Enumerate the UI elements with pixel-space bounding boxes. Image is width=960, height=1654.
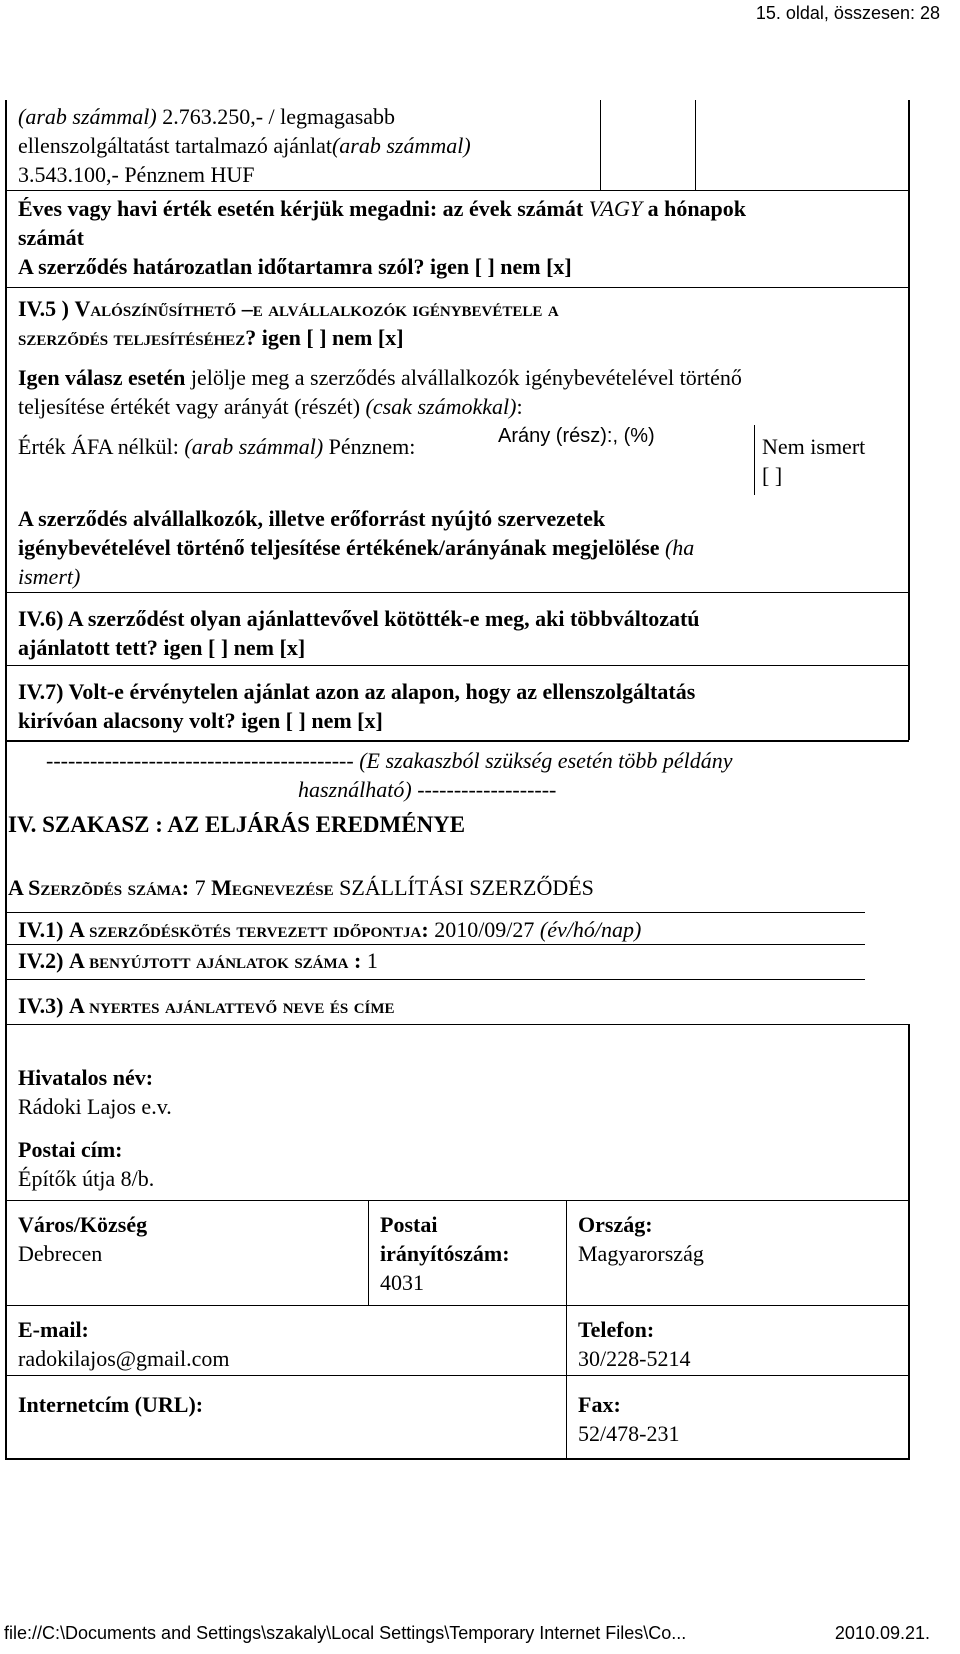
iv5-prefix: IV.5 ) xyxy=(18,296,75,321)
years-line-2: számát xyxy=(18,225,84,250)
cell-divider-2 xyxy=(695,100,696,190)
iv2-label: A benyújtott ajánlatok száma : xyxy=(68,948,362,973)
iv5-unknown-label: Nem ismert xyxy=(762,434,866,459)
zip: 4031 xyxy=(380,1270,424,1295)
postal-address-label: Postai cím: xyxy=(18,1137,123,1162)
separator-line-2 xyxy=(298,775,556,804)
iv5-sub2-italic: (ha xyxy=(659,535,695,560)
years-line-1 xyxy=(18,194,746,223)
separator-note-1: (E szakaszból szükség esetén több példány xyxy=(359,748,733,773)
iv5-desc-bold: Igen válasz esetén xyxy=(18,365,186,390)
row-divider-2 xyxy=(5,287,909,288)
iv1-prefix: IV.1) xyxy=(18,917,69,942)
ratio-cell-divider xyxy=(754,425,755,495)
iv5-heading-1 xyxy=(18,294,559,323)
footer-date: 2010.09.21. xyxy=(834,1623,930,1643)
email-value: radokilajos@gmail.com xyxy=(18,1346,230,1371)
iv1-value: 2010/09/27 xyxy=(428,917,540,942)
postal-address: Építők útja 8/b. xyxy=(18,1166,155,1191)
row-divider-3 xyxy=(5,592,909,593)
amount-line-1-rest: 2.763.250,- / legmagasabb xyxy=(156,104,396,129)
iv5-sub2-bold: igénybevételével történő teljesítése értékének/arányának megjelölése xyxy=(18,535,660,560)
row-divider-1 xyxy=(5,190,909,191)
iv1-line xyxy=(18,915,641,944)
years-line-1-b: VAGY xyxy=(588,196,643,221)
country: Magyarország xyxy=(578,1241,704,1266)
iv5-value-label xyxy=(18,432,415,461)
iv5-heading-sc-1: Valószínűsíthető –e alvállalkozók igénybevétele a xyxy=(74,296,559,321)
page-indicator: 15. oldal, összesen: 28 xyxy=(755,3,940,23)
iv6-line-2: ajánlatott tett? igen [ ] nem [x] xyxy=(18,635,306,660)
zip-label-2: irányítószám: xyxy=(380,1241,510,1266)
amount-line-1-italic: (arab számmal) xyxy=(18,104,157,129)
separator-dashes-2: ------------------- xyxy=(411,777,557,802)
amount-line-2-italic: (arab számmal) xyxy=(331,133,471,158)
separator-note-2: használható) xyxy=(298,777,412,802)
iv5-desc-1 xyxy=(18,363,742,392)
years-line-1-c: a hónapok xyxy=(642,196,747,221)
iv7-line-2: kirívóan alacsony volt? igen [ ] nem [x] xyxy=(18,708,383,733)
contract-number-label: A Szerzõdés száma: xyxy=(8,875,190,900)
iv2-value: 1 xyxy=(361,948,378,973)
contract-line xyxy=(8,873,594,902)
winner-col-divider-2 xyxy=(566,1200,567,1305)
iv5-sub-3: ismert) xyxy=(18,564,81,589)
row-divider-4 xyxy=(5,665,909,666)
iv5-unknown-checkbox[interactable]: [ ] xyxy=(762,463,783,488)
indefinite-line: A szerződés határozatlan időtartamra szól? igen [ ] nem [x] xyxy=(18,254,572,279)
official-name: Rádoki Lajos e.v. xyxy=(18,1094,172,1119)
value-label-a: Érték ÁFA nélkül: xyxy=(18,434,185,459)
contract-name-label: Megnevezése xyxy=(211,875,334,900)
iv3-prefix: IV.3) xyxy=(18,993,69,1018)
amount-line-2 xyxy=(18,131,471,160)
phone-value: 30/228-5214 xyxy=(578,1346,691,1371)
city: Debrecen xyxy=(18,1241,103,1266)
iv1-top-border xyxy=(5,912,865,913)
winner-col-divider-4 xyxy=(566,1375,567,1460)
iv5-desc-2 xyxy=(18,392,523,421)
iv5-sub-2 xyxy=(18,533,694,562)
zip-label-1: Postai xyxy=(380,1212,438,1237)
winner-bottom-border xyxy=(5,1458,910,1460)
winner-row-divider-3 xyxy=(5,1375,910,1376)
separator-line-1 xyxy=(46,746,733,775)
iv5-heading-2 xyxy=(18,323,404,352)
iv5-desc2-italic: (csak számokkal) xyxy=(365,394,517,419)
separator-dashes-1: ------------------------------------------ xyxy=(46,748,360,773)
iv1-bottom-border xyxy=(5,944,865,945)
iv2-prefix: IV.2) xyxy=(18,948,69,973)
email-label: E-mail: xyxy=(18,1317,89,1342)
url-label: Internetcím (URL): xyxy=(18,1392,204,1417)
amount-line-3: 3.543.100,- Pénznem HUF xyxy=(18,162,255,187)
iv7-line-1: IV.7) Volt-e érvénytelen ajánlat azon az alapon, hogy az ellenszolgáltatás xyxy=(18,679,696,704)
iv5-desc-rest: jelölje meg a szerződés alvállalkozók igénybevételével történő xyxy=(185,365,742,390)
iv5-ratio-label: Arány (rész):, (%) xyxy=(498,425,655,447)
phone-label: Telefon: xyxy=(578,1317,655,1342)
iv2-bottom-border xyxy=(5,979,865,980)
iv5-sub-1: A szerződés alvállalkozók, illetve erőforrást nyújtó szervezetek xyxy=(18,506,606,531)
official-name-label: Hivatalos név: xyxy=(18,1065,154,1090)
footer-path: file://C:\Documents and Settings\szakaly\Local Settings\Temporary Internet Files\Co... xyxy=(4,1623,687,1643)
fax-label: Fax: xyxy=(578,1392,621,1417)
section-title: IV. SZAKASZ : AZ ELJÁRÁS EREDMÉNYE xyxy=(8,812,466,837)
value-label-c: Pénznem: xyxy=(323,434,416,459)
iv5-desc2-colon: : xyxy=(516,394,523,419)
table-right-border xyxy=(908,100,910,740)
winner-col-divider-3 xyxy=(566,1305,567,1375)
table-bottom-border xyxy=(5,740,909,742)
winner-right-border xyxy=(908,1024,910,1460)
contract-name: SZÁLLÍTÁSI SZERZŐDÉS xyxy=(333,875,594,900)
iv1-label: A szerződéskötés tervezett időpontja: xyxy=(68,917,429,942)
amount-line-1 xyxy=(18,102,395,131)
winner-col-divider-1 xyxy=(368,1200,369,1305)
cell-divider-1 xyxy=(600,100,601,190)
value-label-b: (arab számmal) xyxy=(184,434,324,459)
iv5-desc2-plain: teljesítése értékét vagy arányát (részét) xyxy=(18,394,366,419)
country-label: Ország: xyxy=(578,1212,653,1237)
table-left-border xyxy=(5,100,7,1460)
iv3-line xyxy=(18,991,395,1020)
iv3-label: A nyertes ajánlattevő neve és címe xyxy=(68,993,395,1018)
iv1-format: (év/hó/nap) xyxy=(539,917,642,942)
winner-row-divider-1 xyxy=(5,1200,910,1201)
iv5-answer: igen [ ] nem [x] xyxy=(261,325,404,350)
winner-row-divider-2 xyxy=(5,1305,910,1306)
contract-number: 7 xyxy=(189,875,212,900)
fax-value: 52/478-231 xyxy=(578,1421,680,1446)
iv5-heading-sc-2: szerződés teljesítéséhez? xyxy=(18,325,262,350)
amount-line-2-plain: ellenszolgáltatást tartalmazó ajánlat xyxy=(18,133,332,158)
city-label: Város/Község xyxy=(18,1212,148,1237)
years-line-1-a: Éves vagy havi érték esetén kérjük megadni: az évek számát xyxy=(18,196,589,221)
iv2-line xyxy=(18,946,378,975)
iv3-bottom-border xyxy=(5,1024,910,1025)
iv6-line-1: IV.6) A szerződést olyan ajánlattevővel kötötték-e meg, aki többváltozatú xyxy=(18,606,700,631)
